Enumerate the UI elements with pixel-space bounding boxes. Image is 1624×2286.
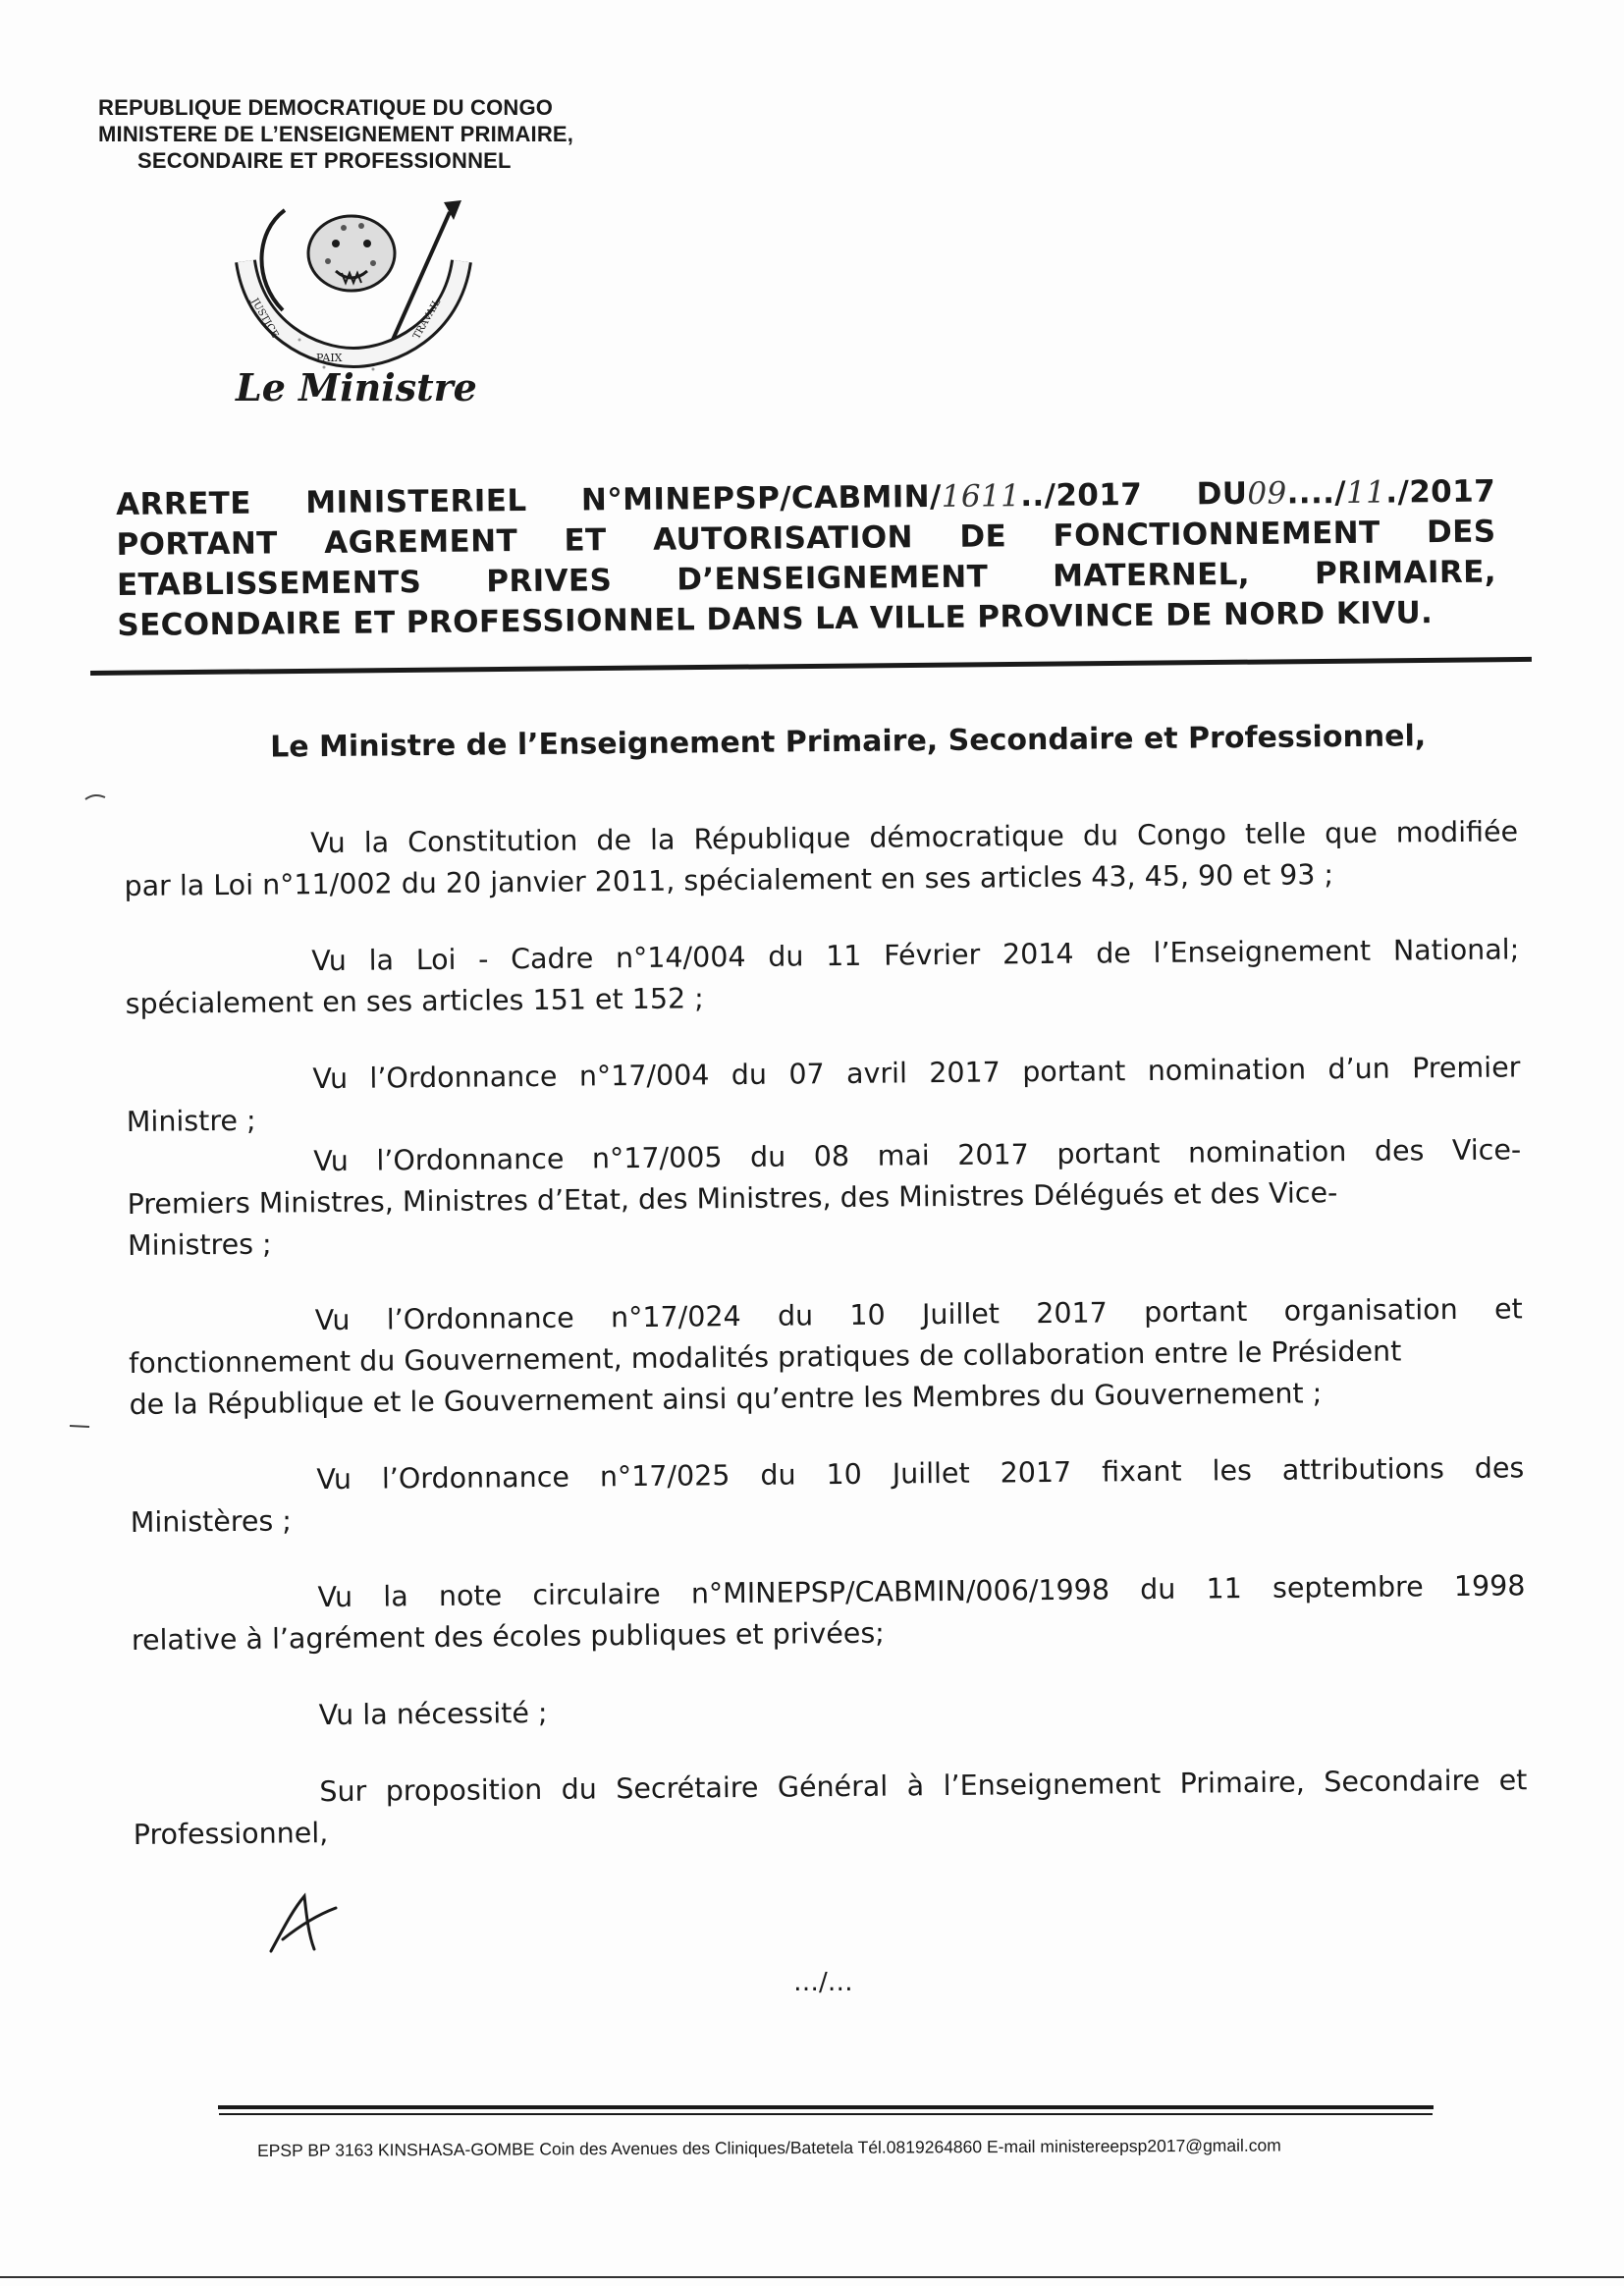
footer-divider <box>218 2105 1434 2109</box>
decree-number: N°MINEPSP/CABMIN/1611../2017 <box>580 476 1143 518</box>
emblem-motto: PAIX <box>316 352 343 364</box>
decree-body <box>123 715 1528 1891</box>
signature-title: Le Ministre <box>236 365 477 409</box>
preamble-paragraph: Vu l’Ordonnance n°17/004 du 07 avril 2017 portant nomination d’un Premier Ministre ; <box>126 1051 1521 1138</box>
preamble-paragraph: Vu l’Ordonnance n°17/005 du 08 mai 2017 portant nomination des Vice- Premiers Ministres, Ministres d’Etat, des Ministres, des Ministres Délégués et des Vice- Ministres ; <box>127 1133 1522 1262</box>
title-divider <box>90 657 1532 676</box>
preamble-paragraph: Vu la Constitution de la République démocratique du Congo telle que modifiée par la Loi n°11/002 du 20 janvier 2011, spécialement en ses articles 43, 45, 90 et 93 ; <box>124 815 1519 902</box>
decree-date: DU09..../11./2017 <box>1196 473 1496 513</box>
page-edge <box>0 2276 1624 2278</box>
preamble-paragraph: Vu la Loi - Cadre n°14/004 du 11 Février 2014 de l’Enseignement National; spécialement en ses articles 151 et 152 ; <box>125 933 1520 1020</box>
letterhead <box>98 94 687 174</box>
decree-title <box>116 472 1497 646</box>
decree-day-handwritten: 09 <box>1247 475 1287 512</box>
decree-number-handwritten: 1611 <box>941 478 1021 515</box>
scan-mark-icon <box>69 1422 90 1430</box>
letterhead-ministry-cont: SECONDAIRE ET PROFESSIONNEL <box>137 148 512 173</box>
svg-text:TRAVAIL: TRAVAIL <box>411 297 444 342</box>
page-continuation: …/… <box>793 1968 853 1997</box>
letterhead-country: REPUBLIQUE DEMOCRATIQUE DU CONGO <box>98 95 554 120</box>
footer-address: EPSP BP 3163 KINSHASA-GOMBE Coin des Avenues des Cliniques/Batetela Tél.0819264860 E-mail ministereepsp2017@gmail.com <box>257 2135 1281 2160</box>
preamble-paragraph: Vu la nécessité ; <box>318 1696 548 1732</box>
preamble-paragraph: Vu la note circulaire n°MINEPSP/CABMIN/006/1998 du 11 septembre 1998 relative à l’agrément des écoles publiques et privées; <box>131 1569 1526 1657</box>
title-line-3: ETABLISSEMENTS PRIVES D’ENSEIGNEMENT MATERNEL, PRIMAIRE, <box>116 554 1497 603</box>
preamble-paragraph: Vu l’Ordonnance n°17/025 du 10 Juillet 2017 fixant les attributions des Ministères ; <box>130 1451 1525 1539</box>
handwritten-initials-icon <box>263 1890 342 1959</box>
title-line-4: SECONDAIRE ET PROFESSIONNEL DANS LA VILLE PROVINCE DE NORD KIVU. <box>117 595 1434 643</box>
svg-text:JUSTICE: JUSTICE <box>248 297 281 341</box>
preamble-paragraph: Vu l’Ordonnance n°17/024 du 10 Juillet 2017 portant organisation et fonctionnement du Gouvernement, modalités pratiques de collaboration entre le Président de la République et le Gouvernement ainsi qu’entre les Membres du Gouvernement ; <box>129 1292 1523 1421</box>
letterhead-ministry: MINISTERE DE L’ENSEIGNEMENT PRIMAIRE, <box>98 122 574 146</box>
title-line-2: PORTANT AGREMENT ET AUTORISATION DE FONCTIONNEMENT DES <box>116 514 1496 563</box>
decree-month-handwritten: 11 <box>1345 474 1386 511</box>
preamble-paragraph: Sur proposition du Secrétaire Général à l’Enseignement Primaire, Secondaire et Professionnel, <box>133 1764 1528 1851</box>
scan-mark-icon <box>84 793 106 801</box>
title-line-1: ARRETE MINISTERIEL N°MINEPSP/CABMIN/1611../2017 DU09..../11./2017 <box>116 473 1496 522</box>
addressee: Le Ministre de l’Enseignement Primaire, Secondaire et Professionnel, <box>270 719 1427 765</box>
coat-of-arms-leopard-icon <box>226 192 481 379</box>
